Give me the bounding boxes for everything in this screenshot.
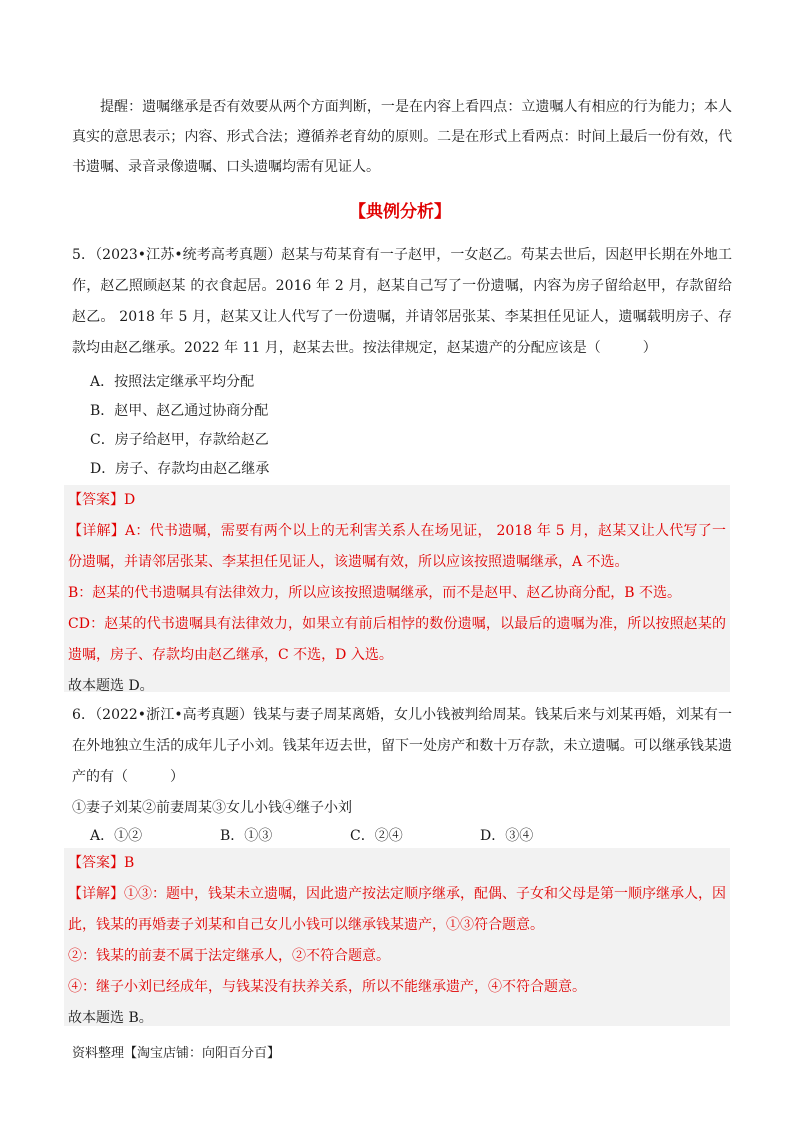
question-5-detail-b: B：赵某的代书遗嘱具有法律效力，所以应该按照遗嘱继承，而不是赵甲、赵乙协商分配，B 不选。 (68, 585, 682, 601)
question-5-stem: 5．（2023•江苏•统考高考真题）赵某与苟某育有一子赵甲，一女赵乙。苟某去世后，因赵甲长期在外地工作，赵乙照顾赵某 的衣食起居。2016 年 2 月，赵某自己写了一份遗嘱，内容为房子留给赵甲，存款留给赵乙。 2018 年 5 月，赵某又让人代写了一份遗嘱，并请邻居张某、李某担任见证人，遗嘱载明房子、存款均由赵乙继承。2022 年 11 月，赵某去世。按法律规定，赵某遗产的分配应该是（ ） (72, 247, 732, 356)
question-5-answer: 【答案】D (68, 492, 136, 508)
question-6-option-c: C．②④ (350, 828, 403, 844)
question-6-answer-box (64, 848, 730, 1026)
question-6-detail-2: ②：钱某的前妻不属于法定继承人，②不符合题意。 (68, 948, 390, 964)
question-6-detail-13: 【详解】①③：题中，钱某未立遗嘱，因此遗产按法定顺序继承，配偶、子女和父母是第一顺序继承人，因此，钱某的再婚妻子刘某和自己女儿小钱可以继承钱某遗产，①③符合题意。 (68, 886, 726, 933)
question-6-stem: 6．（2022•浙江•高考真题）钱某与妻子周某离婚，女儿小钱被判给周某。钱某后来与刘某再婚，刘某有一在外地独立生活的成年儿子小刘。钱某年迈去世，留下一处房产和数十万存款，未立遗嘱。可以继承钱某遗产的有（ ） (72, 707, 732, 785)
question-5-conclusion: 故本题选 D。 (68, 678, 154, 694)
question-6-option-b: B．①③ (220, 828, 273, 844)
question-5-option-d: D．房子、存款均由赵乙继承 (90, 461, 270, 477)
question-5-option-c: C．房子给赵甲，存款给赵乙 (90, 432, 269, 448)
footer-source-note: 资料整理【淘宝店铺：向阳百分百】 (72, 1046, 281, 1061)
question-6-items: ①妻子刘某②前妻周某③女儿小钱④继子小刘 (72, 800, 352, 816)
question-5-option-b: B．赵甲、赵乙通过协商分配 (90, 403, 269, 419)
question-6-conclusion: 故本题选 B。 (68, 1010, 153, 1026)
question-5-detail-a: 【详解】A：代书遗嘱，需要有两个以上的无利害关系人在场见证， 2018 年 5 月，赵某又让人代写了一份遗嘱，并请邻居张某、李某担任见证人，该遗嘱有效，所以应该按照遗嘱继承，A 不选。 (68, 523, 726, 570)
question-5-option-a: A．按照法定继承平均分配 (90, 374, 255, 390)
question-6-option-a: A．①② (90, 828, 143, 844)
question-6-detail-4: ④：继子小刘已经成年，与钱某没有扶养关系，所以不能继承遗产，④不符合题意。 (68, 979, 586, 995)
section-title: 【典例分析】 (349, 202, 451, 222)
question-6-option-d: D．③④ (480, 828, 534, 844)
tip-paragraph: 提醒：遗嘱继承是否有效要从两个方面判断，一是在内容上看四点：立遗嘱人有相应的行为能力；本人真实的意思表示；内容、形式合法；遵循养老育幼的原则。二是在形式上看两点：时间上最后一份有效，代书遗嘱、录音录像遗嘱、口头遗嘱均需有见证人。 (72, 99, 732, 175)
question-6-options (90, 822, 650, 850)
question-6-answer: 【答案】B (68, 855, 135, 871)
question-5-answer-box (64, 485, 730, 692)
question-5-detail-cd: CD：赵某的代书遗嘱具有法律效力，如果立有前后相悖的数份遗嘱，以最后的遗嘱为准，所以按照赵某的遗嘱，房子、存款均由赵乙继承，C 不选，D 入选。 (68, 616, 726, 663)
